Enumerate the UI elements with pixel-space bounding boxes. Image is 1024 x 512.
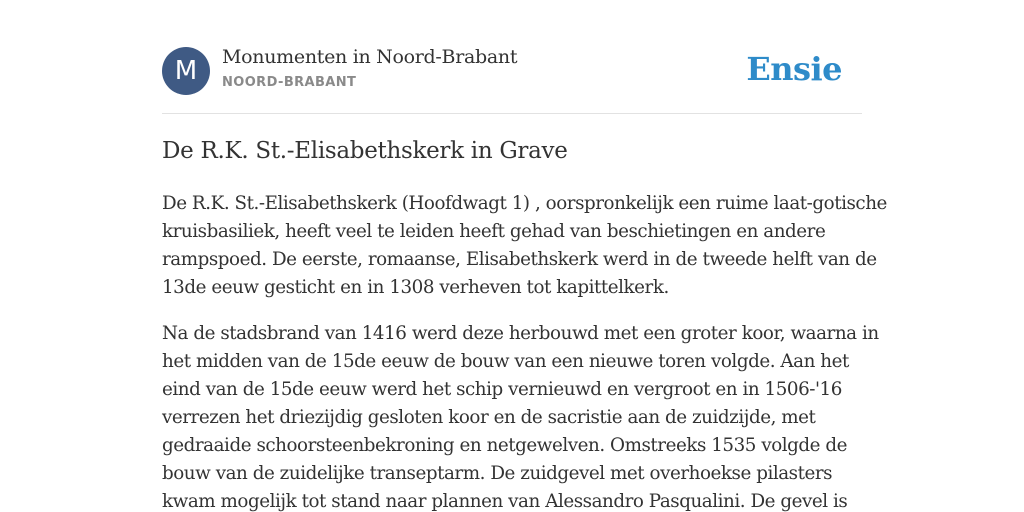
ensie-logo[interactable]: Ensie <box>746 50 842 88</box>
article-paragraph-1 <box>162 190 887 302</box>
paragraph-line: De R.K. St.-Elisabethskerk (Hoofdwagt 1) , oorspronkelijk een ruime laat-gotische <box>162 193 887 214</box>
header-divider <box>162 113 862 114</box>
paragraph-line: het midden van de 15de eeuw de bouw van een nieuwe toren volgde. Aan het <box>162 351 849 372</box>
paragraph-line: rampspoed. De eerste, romaanse, Elisabethskerk werd in de tweede helft van de <box>162 249 877 270</box>
paragraph-line: gedraaide schoorsteenbekroning en netgewelven. Omstreeks 1535 volgde de <box>162 435 848 456</box>
source-title-link[interactable]: Monumenten in Noord-Brabant <box>222 46 518 68</box>
paragraph-line: eind van de 15de eeuw werd het schip vernieuwd en vergroot en in 1506-'16 <box>162 379 842 400</box>
article-paragraph-2 <box>162 320 879 512</box>
source-avatar[interactable]: M <box>162 47 210 95</box>
paragraph-line: Na de stadsbrand van 1416 werd deze herbouwd met een groter koor, waarna in <box>162 323 879 344</box>
paragraph-line: kruisbasiliek, heeft veel te leiden heeft gehad van beschietingen en andere <box>162 221 826 242</box>
source-region-label[interactable]: NOORD-BRABANT <box>222 75 357 90</box>
paragraph-line: 13de eeuw gesticht en in 1308 verheven tot kapittelkerk. <box>162 277 669 298</box>
paragraph-line: bouw van de zuidelijke transeptarm. De zuidgevel met overhoekse pilasters <box>162 463 833 484</box>
paragraph-line: kwam mogelijk tot stand naar plannen van Alessandro Pasqualini. De gevel is <box>162 491 848 512</box>
article-title: De R.K. St.-Elisabethskerk in Grave <box>162 138 568 164</box>
article-body <box>162 190 887 512</box>
source-header <box>162 46 862 96</box>
paragraph-line: verrezen het driezijdig gesloten koor en de sacristie aan de zuidzijde, met <box>162 407 816 428</box>
